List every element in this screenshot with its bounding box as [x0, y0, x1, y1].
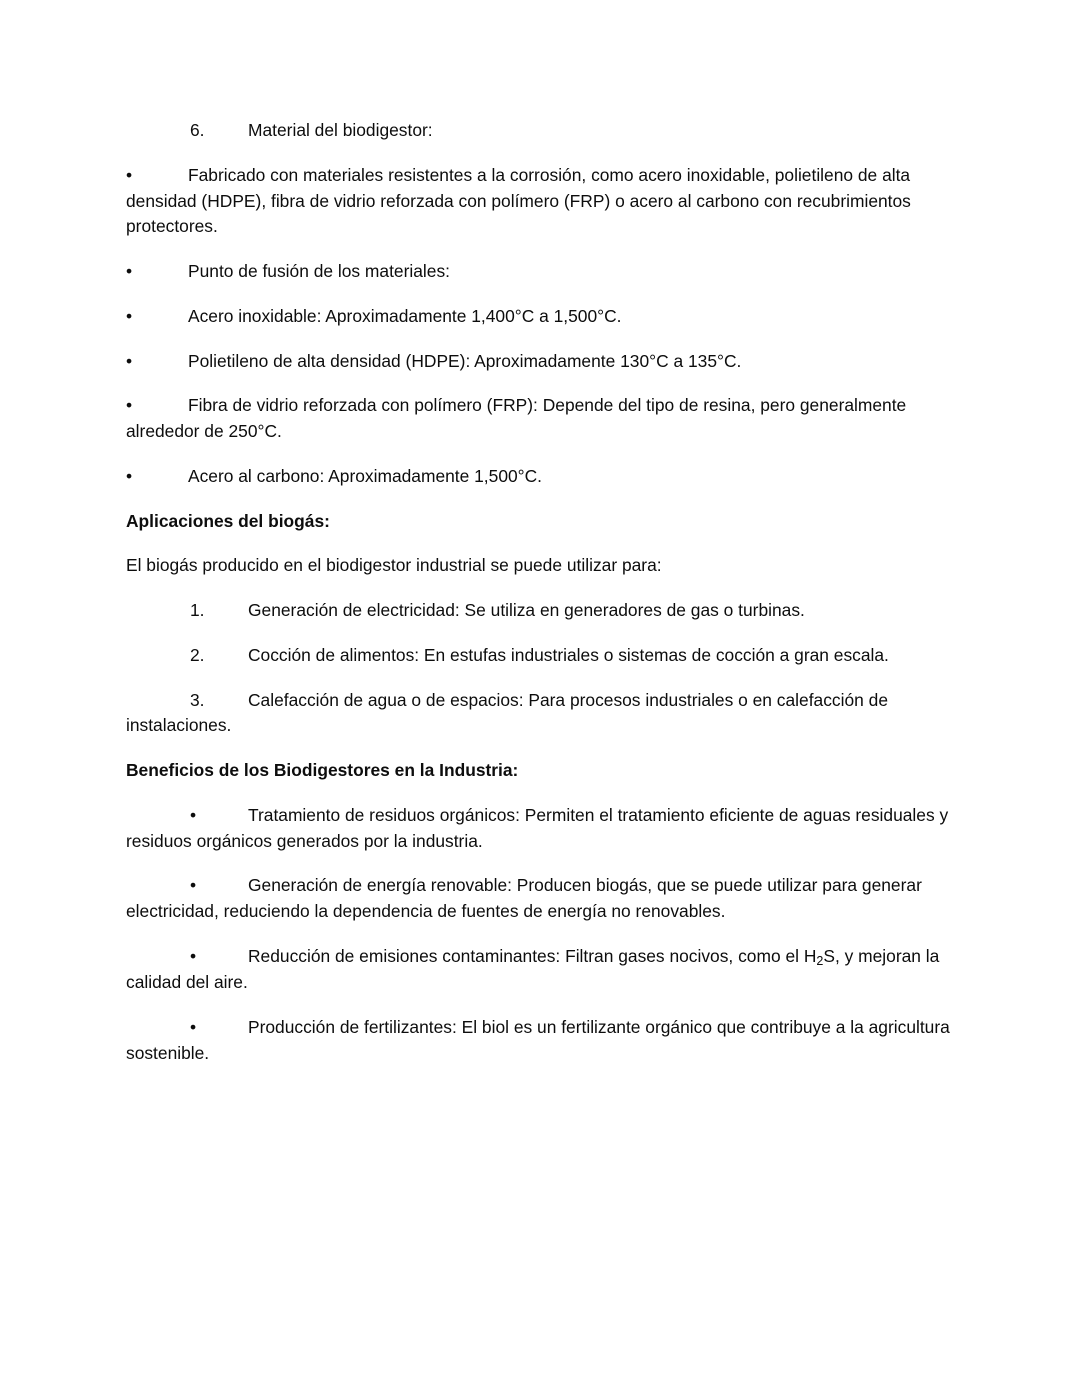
list-item-text: Generación de electricidad: Se utiliza en generadores de gas o turbinas. [248, 600, 805, 620]
list-item [126, 464, 954, 490]
list-item [126, 163, 954, 240]
bullet-marker-icon: • [190, 945, 197, 966]
list-item [126, 803, 954, 855]
list-item-text: Fibra de vidrio reforzada con polímero (FRP): Depende del tipo de resina, pero generalmente alrededor de 250°C. [126, 395, 907, 441]
list-item [126, 349, 954, 375]
bullet-marker-icon: • [126, 164, 133, 185]
list-marker: 3. [190, 689, 205, 710]
bullet-marker-icon: • [126, 395, 133, 416]
bullet-marker-icon: • [126, 465, 133, 486]
list-item [126, 1015, 954, 1067]
list-item-text: Generación de energía renovable: Producen biogás, que se puede utilizar para generar electricidad, reduciendo la dependencia de fuentes de energía no renovables. [126, 875, 922, 921]
list-item [126, 598, 954, 624]
section-heading: Aplicaciones del biogás: [126, 510, 330, 531]
bullet-marker-icon: • [190, 804, 197, 825]
list-item [126, 118, 954, 144]
list-item [126, 643, 954, 669]
list-item [126, 304, 954, 330]
list-item-text: Producción de fertilizantes: El biol es un fertilizante orgánico que contribuye a la agricultura sostenible. [126, 1016, 950, 1063]
list-item-text: Polietileno de alta densidad (HDPE): Aproximadamente 130°C a 135°C. [188, 350, 742, 371]
document-body [126, 118, 954, 1066]
list-item-text: Calefacción de agua o de espacios: Para procesos industriales o en calefacción de instalaciones. [126, 689, 888, 736]
list-item [126, 873, 954, 925]
list-item [126, 944, 954, 996]
list-item-text: Material del biodigestor: [248, 120, 433, 140]
bullet-marker-icon: • [190, 875, 197, 896]
list-item-text-before: Reducción de emisiones contaminantes: Filtran gases nocivos, como el H [248, 945, 817, 966]
list-item [126, 393, 954, 445]
list-item-text: Acero inoxidable: Aproximadamente 1,400°C a 1,500°C. [188, 305, 622, 326]
bullet-marker-icon: • [126, 305, 133, 326]
chemical-subscript: 2 [816, 953, 824, 968]
list-marker: 2. [190, 644, 205, 665]
list-marker: 6. [190, 120, 205, 140]
list-item-text: Fabricado con materiales resistentes a la corrosión, como acero inoxidable, polietileno de alta densidad (HDPE), fibra de vidrio reforzada con polímero (FRP) o acero al carbono con recubrimientos protectores. [126, 164, 911, 237]
list-marker: 1. [190, 600, 205, 620]
list-item-text-after: S, y mejoran la calidad del aire. [126, 945, 940, 993]
bullet-marker-icon: • [126, 261, 133, 281]
bullet-marker-icon: • [126, 350, 133, 371]
list-item-text: Tratamiento de residuos orgánicos: Permiten el tratamiento eficiente de aguas residuales y residuos orgánicos generados por la industria. [126, 804, 949, 851]
bullet-marker-icon: • [190, 1016, 197, 1037]
section-heading: Beneficios de los Biodigestores en la Industria: [126, 760, 519, 780]
list-item [126, 259, 954, 285]
list-item-text: Acero al carbono: Aproximadamente 1,500°C. [188, 465, 543, 486]
list-item-text: Cocción de alimentos: En estufas industriales o sistemas de cocción a gran escala. [248, 644, 889, 665]
paragraph: El biogás producido en el biodigestor industrial se puede utilizar para: [126, 555, 662, 576]
list-item-text: Punto de fusión de los materiales: [188, 261, 450, 281]
list-item [126, 688, 954, 740]
